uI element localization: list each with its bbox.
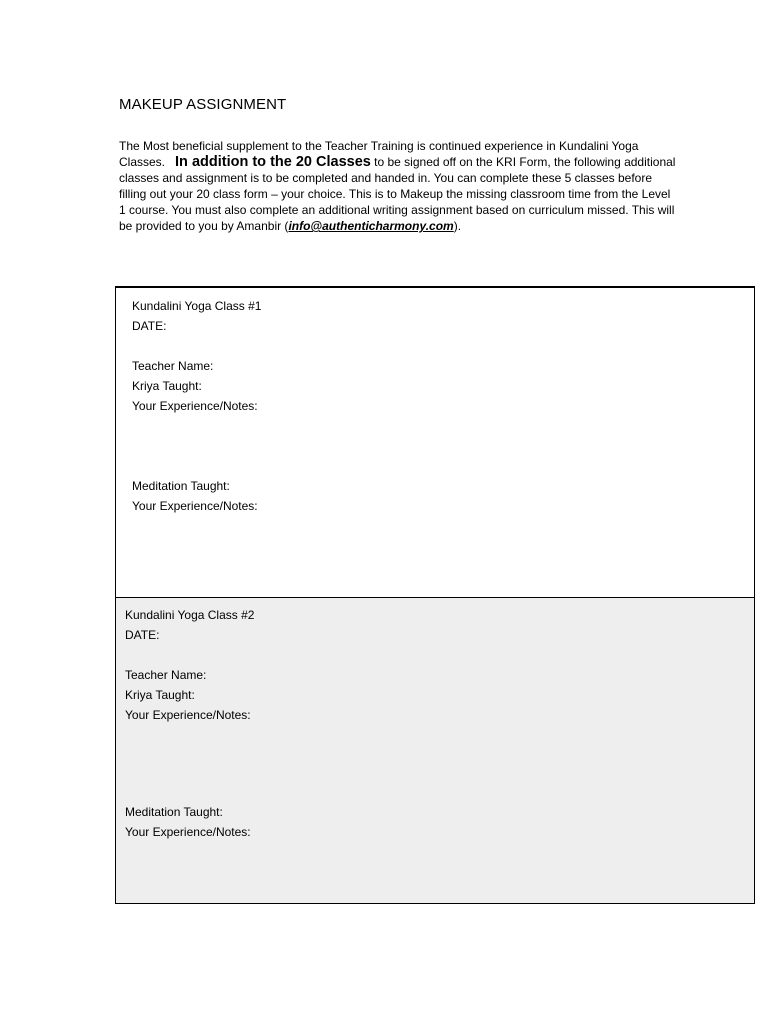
intro-bold-text: In addition to the 20 Classes <box>175 154 371 170</box>
class-1-title: Kundalini Yoga Class #1 <box>132 299 262 313</box>
class-2-notes2-label: Your Experience/Notes: <box>125 825 251 839</box>
intro-text-part1: The Most beneficial supplement to the Teacher Training is continued experience in Kundalini Yoga Classes. <box>119 139 639 169</box>
class-1-box <box>115 286 755 598</box>
class-1-notes2-label: Your Experience/Notes: <box>132 499 258 513</box>
intro-text-part3: ). <box>453 219 462 233</box>
class-1-meditation-label: Meditation Taught: <box>132 479 230 493</box>
class-2-date-label: DATE: <box>125 628 160 642</box>
class-2-kriya-label: Kriya Taught: <box>125 688 195 702</box>
page-title: MAKEUP ASSIGNMENT <box>119 96 287 113</box>
class-2-meditation-label: Meditation Taught: <box>125 805 223 819</box>
intro-text-part2: to be signed off on the KRI Form, the following additional classes and assignment is to be completed and handed in. You can complete these 5 classes before filling out your 20 class form – your choice. This is to Makeup the missing classroom time from the Level 1 course. You must also complete an additional writing assignment based on curriculum missed. This will be provided to you by Amanbir ( <box>119 155 676 233</box>
class-1-date-label: DATE: <box>132 319 167 333</box>
class-2-title: Kundalini Yoga Class #2 <box>125 608 255 622</box>
class-2-teacher-label: Teacher Name: <box>125 668 207 682</box>
class-2-notes-label: Your Experience/Notes: <box>125 708 251 722</box>
class-1-teacher-label: Teacher Name: <box>132 359 214 373</box>
intro-paragraph <box>119 138 679 234</box>
class-2-box <box>115 597 755 904</box>
class-1-kriya-label: Kriya Taught: <box>132 379 202 393</box>
email-link[interactable]: info@authenticharmony.com <box>288 219 454 233</box>
class-1-notes-label: Your Experience/Notes: <box>132 399 258 413</box>
